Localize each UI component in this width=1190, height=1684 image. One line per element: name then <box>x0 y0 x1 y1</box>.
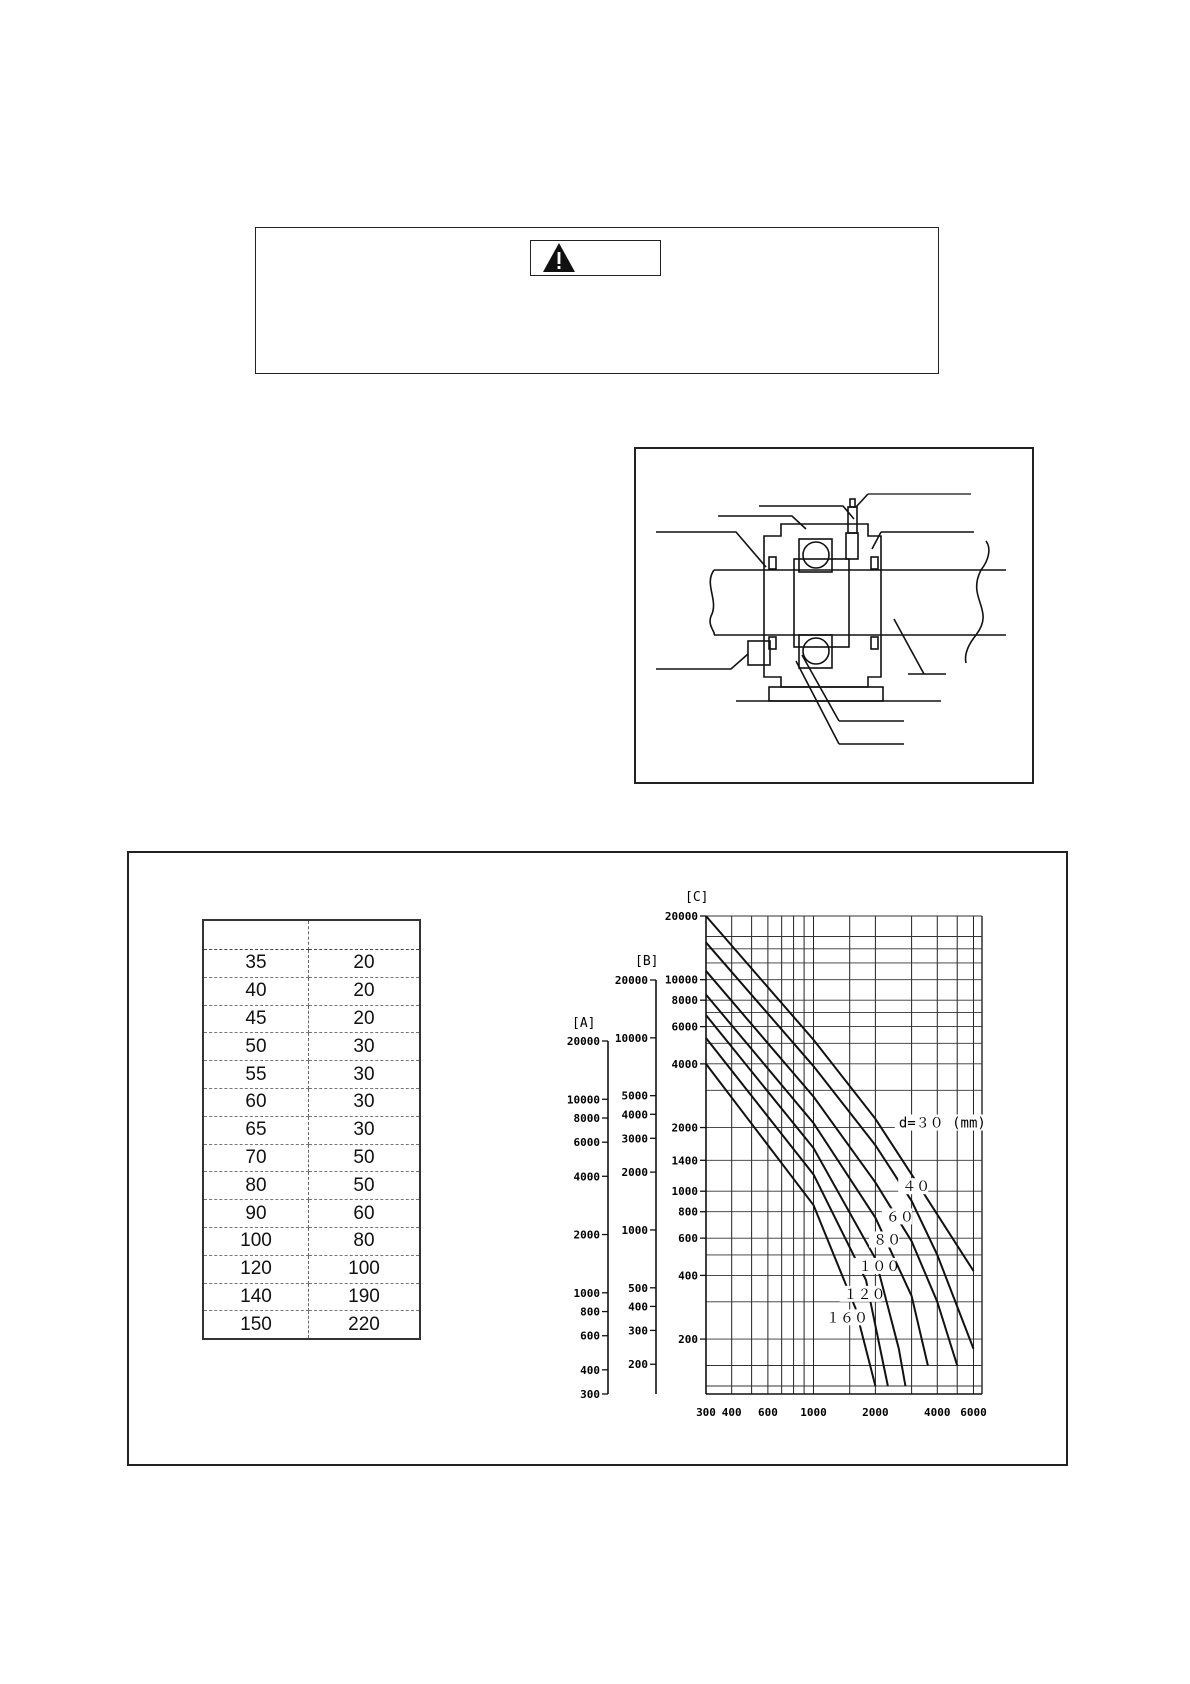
axis-c-tick-label: 600 <box>678 1232 698 1246</box>
axis-c-label: [C] <box>685 890 709 905</box>
x-tick-label: 400 <box>721 1406 742 1419</box>
axis-c-tick-label: 20000 <box>664 910 698 923</box>
table-cell: 40 <box>203 977 309 1005</box>
x-tick-label: 300 <box>696 1406 716 1419</box>
table-cell: 150 <box>203 1311 309 1339</box>
table-cell: 45 <box>203 1005 309 1033</box>
axis-c-tick-label: 6000 <box>671 1020 698 1034</box>
axis-c-tick-label: 400 <box>678 1269 698 1283</box>
table-cell: 190 <box>309 1283 421 1311</box>
axis-b-tick-label: 2000 <box>621 1166 648 1180</box>
series-label: ６０ <box>885 1209 914 1226</box>
axis-c-tick-label: 800 <box>678 1205 698 1219</box>
axis-b-tick-label: 20000 <box>614 974 648 987</box>
axis-b-tick-label: 200 <box>628 1358 648 1372</box>
axis-a-tick-label: 400 <box>580 1363 600 1377</box>
axis-b-tick-label: 1000 <box>621 1223 648 1237</box>
series-label: １２０ <box>843 1286 886 1303</box>
table-cell: 100 <box>309 1255 421 1283</box>
axis-b-tick-label: 300 <box>628 1324 648 1338</box>
series-label: １６０ <box>825 1310 868 1327</box>
series-label: １００ <box>858 1258 901 1275</box>
axis-a-label: [A] <box>572 1016 596 1031</box>
axis-b-tick-label: 10000 <box>614 1031 648 1045</box>
warning-badge <box>530 240 661 276</box>
table-cell: 80 <box>203 1172 309 1200</box>
table-cell: 50 <box>309 1144 421 1172</box>
table-cell: 140 <box>203 1283 309 1311</box>
table-cell: 30 <box>309 1116 421 1144</box>
axis-b-tick-label: 5000 <box>621 1089 648 1103</box>
axis-c-tick-label: 8000 <box>671 994 698 1008</box>
x-tick-label: 6000 <box>960 1406 987 1419</box>
table-cell: 30 <box>309 1088 421 1116</box>
axis-a-tick-label: 1000 <box>573 1286 600 1300</box>
x-tick-label: 1000 <box>800 1406 827 1419</box>
table-cell: 30 <box>309 1033 421 1061</box>
table-cell: 60 <box>309 1200 421 1228</box>
series-curve-d30mm <box>706 916 973 1271</box>
x-tick-label: 2000 <box>862 1406 889 1419</box>
table-cell: 20 <box>309 950 421 978</box>
axis-c-tick-label: 200 <box>678 1333 698 1347</box>
axis-a-tick-label: 600 <box>580 1329 600 1343</box>
table-cell: 50 <box>309 1172 421 1200</box>
axis-a-tick-label: 2000 <box>573 1228 600 1242</box>
axis-a-tick-label: 800 <box>580 1305 600 1319</box>
series-label: ８０ <box>873 1232 902 1249</box>
table-cell: 60 <box>203 1088 309 1116</box>
chart-axes <box>567 890 987 1419</box>
axis-a-tick-label: 300 <box>580 1388 600 1401</box>
figure-box <box>127 851 1068 1466</box>
table-cell: 35 <box>203 950 309 978</box>
axis-c-tick-label: 10000 <box>664 973 698 987</box>
axis-b-tick-label: 3000 <box>621 1132 648 1146</box>
warning-triangle-icon <box>539 240 579 276</box>
bearing-cross-section-diagram <box>636 449 1032 782</box>
table-cell: 90 <box>203 1200 309 1228</box>
axis-a-tick-label: 6000 <box>573 1136 600 1150</box>
axis-c-tick-label: 1400 <box>671 1154 698 1168</box>
axis-b-tick-label: 400 <box>628 1300 648 1314</box>
series-label: ４０ <box>902 1179 931 1196</box>
axis-b-label: [B] <box>635 954 659 969</box>
x-tick-label: 600 <box>757 1406 778 1419</box>
table-cell: 50 <box>203 1033 309 1061</box>
table-cell: 120 <box>203 1255 309 1283</box>
table-cell: 30 <box>309 1061 421 1089</box>
axis-a-tick-label: 20000 <box>566 1035 600 1048</box>
table-cell: 20 <box>309 977 421 1005</box>
warning-box <box>255 227 939 374</box>
axis-a-tick-label: 10000 <box>566 1093 600 1107</box>
table-cell: 100 <box>203 1227 309 1255</box>
table-cell: 220 <box>348 1313 380 1335</box>
x-tick-label: 4000 <box>924 1406 951 1419</box>
axis-c-tick-label: 4000 <box>671 1057 698 1071</box>
axis-b-tick-label: 4000 <box>621 1108 648 1122</box>
axis-a-tick-label: 8000 <box>573 1112 600 1126</box>
axis-b-tick-label: 500 <box>628 1281 648 1295</box>
axis-c-tick-label: 2000 <box>671 1121 698 1135</box>
axis-a-tick-label: 4000 <box>573 1170 600 1184</box>
axis-c-tick-label: 1000 <box>671 1185 698 1199</box>
table-cell: 70 <box>203 1144 309 1172</box>
lifetime-chart <box>129 853 1066 1464</box>
bearing-diagram-box <box>634 447 1034 784</box>
table-cell: 55 <box>203 1061 309 1089</box>
table-cell: 20 <box>309 1005 421 1033</box>
table-cell: 65 <box>203 1116 309 1144</box>
table-cell: 80 <box>309 1227 421 1255</box>
series-curve-60 <box>706 971 957 1366</box>
series-label: d=３０ (mm) <box>898 1115 986 1132</box>
